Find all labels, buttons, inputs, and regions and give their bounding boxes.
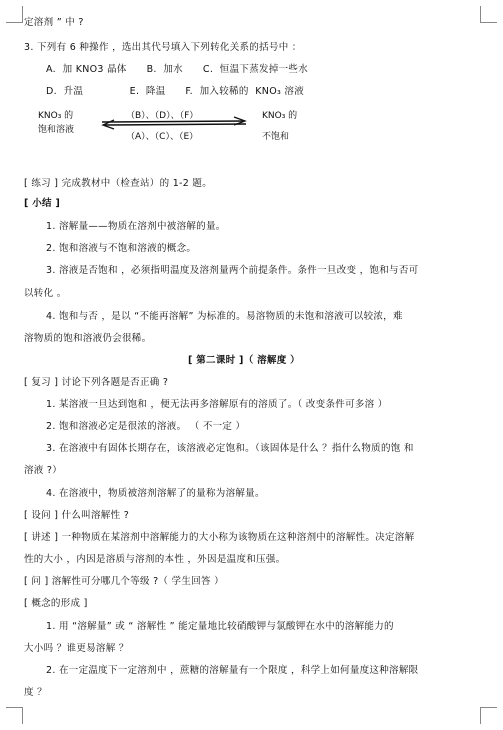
crop-mark-bottom-left: [6, 707, 23, 724]
diagram-top-ops: （B）、（D）、（F）: [126, 111, 199, 121]
crop-mark-bottom-right: [480, 707, 497, 724]
review-item-2: 2. 饱和溶液必定是很浓的溶液。 （ 不一定 ）: [46, 421, 246, 432]
section-title: [ 第二课时 ]（ 溶解度 ）: [188, 355, 300, 366]
conversion-arrows: [100, 112, 250, 132]
diagram-right-label-1: KNO₃ 的: [262, 111, 298, 121]
diagram-right-label-2: 不饱和: [262, 132, 290, 142]
text-line: 定溶剂 ” 中 ?: [24, 17, 84, 28]
concept-heading: [ 概念的形成 ]: [24, 598, 88, 609]
ask-line: [ 问 ] 溶解性可分哪几个等级 ?（ 学生回答 ）: [24, 576, 224, 587]
crop-mark-top-right: [480, 6, 497, 23]
diagram-left-label-1: KNO₃ 的: [38, 111, 74, 121]
review-item-3-cont: 溶液 ?）: [24, 465, 63, 476]
review-item-3: 3. 在溶液中有固体长期存在，该溶液必定饱和。（该固体是什么 ？指什么物质的饱 和: [46, 443, 414, 454]
exercise-line: [ 练习 ] 完成教材中（检查站）的 1-2 题。: [24, 178, 213, 189]
question-prompt: [ 设问 ] 什么叫溶解性 ?: [24, 510, 130, 521]
concept-item-2-cont: 度 ？: [24, 687, 47, 698]
question-3: 3. 下列有 6 种操作 ，选出其代号填入下列转化关系的括号中 ：: [24, 42, 302, 53]
review-item-1: 1. 某溶液一旦达到饱和 ，便无法再多溶解原有的溶质了。（ 改变条件可多溶 ）: [46, 399, 388, 410]
concept-item-2: 2. 在一定温度下一定溶剂中 ，蔗糖的溶解量有一个限度 ，科学上如何量度这种溶解限: [46, 665, 419, 676]
summary-item-4-cont: 溶物质的饱和溶液仍会很稀。: [24, 333, 152, 344]
diagram-bottom-ops: （A）、（C）、（E）: [126, 132, 199, 142]
diagram-left-label-2: 饱和溶液: [38, 125, 75, 135]
options-row-1: A. 加 KNO3 晶体 B. 加水 C. 恒温下蒸发掉一些水: [46, 64, 308, 75]
concept-item-1-cont: 大小吗 ？谁更易溶解 ？: [24, 643, 129, 654]
crop-mark-top-left: [6, 6, 23, 23]
review-item-4: 4. 在溶液中，物质被溶剂溶解了的量称为溶解量。: [46, 488, 265, 499]
summary-item-2: 2. 饱和溶液与不饱和溶液的概念。: [46, 243, 197, 254]
summary-item-1: 1. 溶解量——物质在溶剂中被溶解的量。: [46, 221, 226, 232]
lecture-line: [ 讲述 ] 一种物质在某溶剂中溶解能力的大小称为该物质在这种溶剂中的溶解性。决定溶解: [24, 532, 415, 543]
summary-item-3: 3. 溶液是否饱和 ，必须指明温度及溶剂量两个前提条件。条件一旦改变 ，饱和与否可: [46, 265, 419, 276]
options-row-2: D. 升温 E. 降温 F. 加入较稀的 KNO₃ 溶液: [46, 86, 305, 97]
lecture-line-cont: 性的大小 ，内因是溶质与溶剂的本性 ，外因是温度和压强。: [24, 554, 286, 565]
concept-item-1: 1. 用 “溶解量” 或 “ 溶解性 ” 能定量地比较硝酸钾与氯酸钾在水中的溶解能力的: [46, 621, 394, 632]
summary-heading: [ 小结 ]: [24, 198, 61, 209]
summary-item-3-cont: 以转化 。: [24, 288, 67, 299]
review-heading: [ 复习 ] 讨论下列各题是否正确 ?: [24, 377, 169, 388]
summary-item-4: 4. 饱和与否 ，是以 “不能再溶解” 为标准的。易溶物质的未饱和溶液可以较浓，难: [46, 311, 403, 322]
